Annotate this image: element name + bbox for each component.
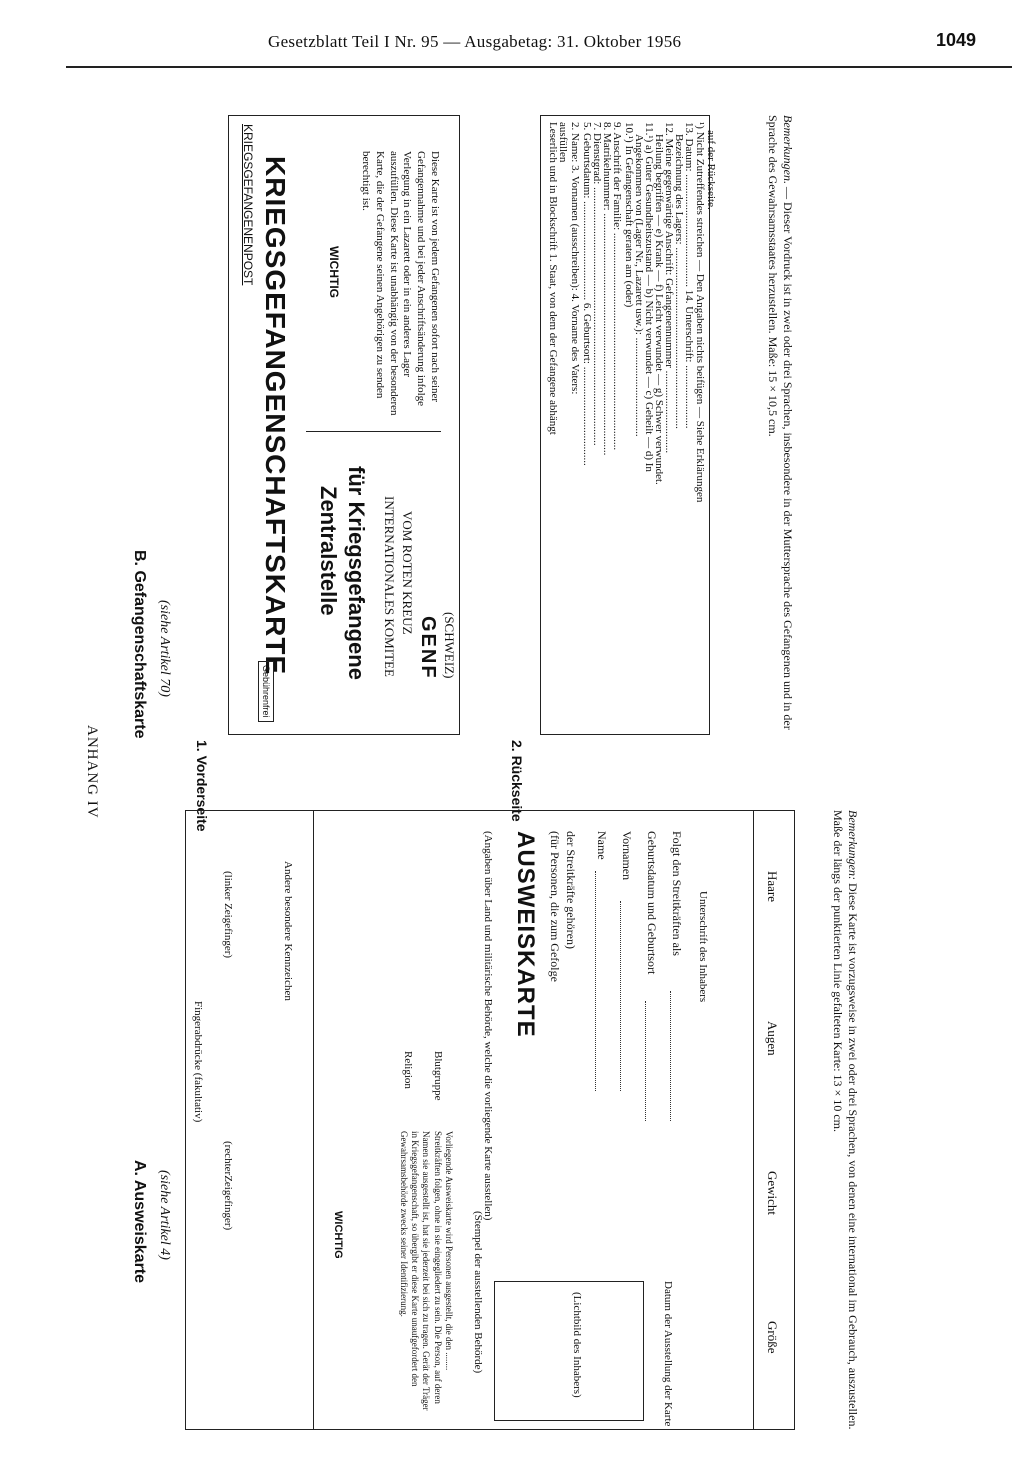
back-line-8: 10.¹) In Gefangenschaft geraten am (oder) — [623, 122, 635, 308]
city-geneva: GENF — [417, 616, 439, 680]
back-line-14: 13. Datum: ......................................... 14. Unterschrift: ....................... — [683, 122, 695, 429]
front-card-title: KRIEGSGEFANGENSCHAFTSKARTE — [260, 156, 291, 676]
attr-hair: Haare — [765, 871, 780, 903]
running-title: Gesetzblatt Teil I Nr. 95 — Ausgabetag: 31. Oktober 1956 — [268, 32, 682, 51]
stamp-label: (Stempel der ausstellenden Behörde) — [472, 1211, 484, 1374]
section-a-title: A. Ausweiskarte — [131, 1160, 148, 1284]
back-card — [540, 115, 717, 735]
attributes-divider — [753, 811, 754, 1429]
section-a-remarks — [830, 810, 860, 1430]
back-line-16: auf der Rückseite. — [705, 130, 717, 210]
id-wichtig-title: WICHTIG — [332, 1211, 344, 1259]
photo-box — [494, 1281, 644, 1421]
id-card-title: AUSWEISKARTE — [512, 831, 539, 1038]
attr-eyes: Augen — [765, 1021, 780, 1056]
section-a-remarks-text: Diese Karte ist vorzugsweise in zwei oder drei Sprachen, von denen eine international im Gebrauch, auszustellen. Maße der längs der punktierten Linie gefalteten Karte: 13 × 10 cm. — [831, 810, 860, 1430]
back-line-12: 12. Meine gegenwärtige Anschrift: Gefangenennummer .............................. — [663, 122, 675, 454]
back-line-1: Leserlich und in Blockschrift 1. Staat, von dem der Gefangene abhängt — [547, 122, 559, 435]
attr-height: Größe — [765, 1321, 780, 1354]
back-line-10: 11.¹) a) Guter Gesundheitszustand — b) Nicht verwundet — c) Geheilt — d) In — [643, 122, 655, 472]
issue-date-label: Datum der Ausstellung der Karte — [662, 1281, 674, 1427]
back-line-15: ¹) Nicht Zutreffendes streichen — Den Angaben nichts beifügen — Siehe Erklärungen — [694, 122, 706, 503]
id-card — [185, 810, 795, 1430]
id-card-subtitle-2: der Streitkräfte gehören) — [564, 831, 578, 949]
signature-label: Unterschrift des Inhabers — [697, 891, 709, 1003]
section-a-remarks-label: Bemerkungen: — [846, 810, 860, 880]
right-finger: (rechterZeigefinger) — [222, 1141, 234, 1231]
back-line-11: Heilung begriffen — e) Krank — f) Leicht verwundet — g) Schwer verwundet. — [653, 134, 665, 485]
back-line-9: Angekommen von (Lager Nr., Lazarett usw.): .................................... — [633, 134, 645, 437]
annex-title: ANHANG IV — [84, 725, 100, 819]
field-follows: Folgt den Streitkräften als — [670, 831, 684, 956]
left-finger: (linker Zeigefinger) — [222, 871, 234, 959]
field-birth: Geburtsdatum und Geburtsort — [645, 831, 659, 975]
free-label: Gebührenfrei — [258, 661, 274, 722]
icrc-2: VOM ROTEN KREUZ — [400, 511, 415, 635]
section-b-remarks-label: Bemerkungen. — [781, 115, 795, 184]
section-b-remarks — [765, 115, 795, 735]
field-given-names: Vornamen — [620, 831, 634, 881]
back-line-5: 7. Dienstgrad: .............................................................................................. — [591, 122, 603, 446]
field-name-line — [595, 871, 596, 1091]
section-b-title: B. Gefangenschaftskarte — [131, 550, 148, 739]
back-line-3: 2. Name: 3. Vornamen (ausschreiben): 4. Vorname des Vaters: — [569, 122, 581, 395]
landscape-page — [50, 80, 1010, 1460]
page-header — [0, 0, 1024, 70]
front-card — [228, 115, 460, 735]
id-card-divider — [313, 811, 314, 1429]
front-wichtig-title: WICHTIG — [327, 246, 341, 298]
other-marks: Andere besondere Kennzeichen — [282, 861, 294, 1001]
authority-note: (Angaben über Land und militärische Behörde, welche die vorliegende Karte ausstellen) — [482, 831, 494, 1221]
central-2: für Kriegsgefangene — [344, 466, 369, 680]
front-wichtig-text: Diese Karte ist von jedem Gefangenen sofort nach seiner Gefangennahme und bei jeder Anschriftsänderung infolge Verlegung in ein Lazarett oder in ein anderes Lager auszufüllen. Diese Karte ist unabhängig von der besonderen Karte, die der Gefangene seinen Angehörigen zu senden berechtigt ist. — [360, 151, 441, 416]
back-line-2: ausfüllen — [557, 122, 569, 163]
front-divider — [306, 431, 441, 432]
field-name: Name — [595, 831, 609, 860]
back-line-6: 8. Matrikelnummer: ........................................................................................ — [601, 122, 613, 456]
post-label: KRIEGSGEFANGENENPOST — [241, 124, 255, 286]
field-given-names-line — [620, 901, 621, 1091]
central-1: Zentralstelle — [316, 486, 341, 616]
attr-weight: Gewicht — [765, 1171, 780, 1216]
page-number: 1049 — [936, 30, 977, 50]
fingerprints-label: Fingerabdrücke (fakultativ) — [192, 1001, 204, 1123]
section-b-remarks-text: — Dieser Vordruck ist in zwei oder drei Sprachen, insbesondere in der Muttersprache des Gefangenen und in der Sprache des Gewahrsamsstaates herzustellen. Maße: 15 × 10,5 cm. — [766, 115, 795, 730]
field-birth-line — [645, 1001, 646, 1121]
country-switzerland: (SCHWEIZ) — [442, 612, 457, 679]
front-label: 1. Vorderseite — [194, 740, 210, 832]
back-label: 2. Rückseite — [509, 740, 525, 822]
section-b-ref: (siehe Artikel 70) — [157, 600, 172, 697]
religion-label: Religion — [402, 1051, 414, 1089]
back-line-7: 9. Anschrift der Familie: ............................................................................... — [611, 122, 623, 451]
id-wichtig-text: Vorliegende Ausweiskarte wird Personen ausgestellt, die den ........ Streitkräften folgen, ohne in sie eingegliedert zu sein. Die Person, auf deren Namen sie ausgestellt ist, hat sie jederzeit bei sich zu tragen. Gerät der Träger in Kriegsgefangenschaft, so übergibt er diese Karte unaufgefordert den Gewahrsamsbehörde zwecks seiner Identifizierung. — [399, 1131, 454, 1411]
header-rule — [66, 66, 1012, 68]
back-line-4: 5. Geburtsdatum: .................................... 6. Geburtsort: .................................... — [581, 122, 593, 466]
blood-group-label: Blutgruppe — [432, 1051, 444, 1101]
back-line-13: Bezeichnung des Lagers: .................................................................. — [673, 134, 685, 429]
field-follows-line — [670, 991, 671, 1121]
id-card-subtitle-1: (für Personen, die zum Gefolge — [548, 831, 562, 982]
photo-label: (Lichtbild des Inhabers) — [571, 1292, 583, 1398]
icrc-1: INTERNATIONALES KOMITEE — [382, 496, 397, 677]
section-a-ref: (siehe Artikel 4) — [157, 1170, 172, 1260]
